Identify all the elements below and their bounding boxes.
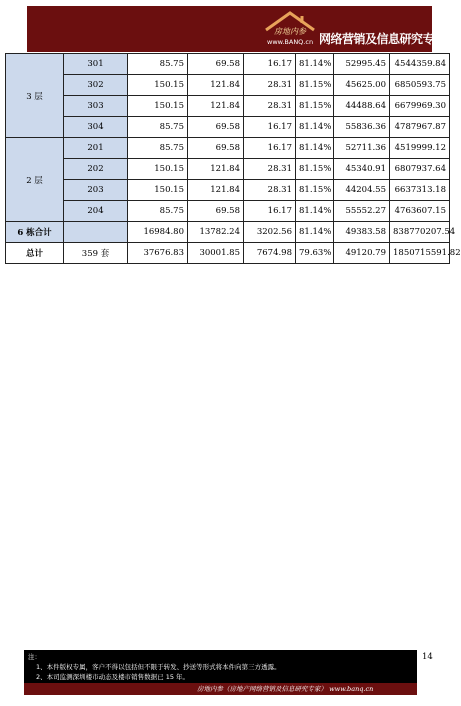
table-row bbox=[6, 96, 450, 117]
table-cell: 150.15 bbox=[128, 75, 188, 96]
table-cell: 44204.55 bbox=[334, 180, 390, 201]
page-number: 14 bbox=[422, 652, 433, 662]
table-cell: 81.15% bbox=[296, 96, 334, 117]
table-cell: 6637313.18 bbox=[390, 180, 450, 201]
subtotal-label: 6 栋合计 bbox=[6, 222, 64, 243]
table-cell: 81.14% bbox=[296, 117, 334, 138]
table-cell: 16.17 bbox=[244, 117, 296, 138]
logo-name: 房地内参 bbox=[274, 27, 306, 36]
floor-label: 3 层 bbox=[6, 54, 64, 138]
table-cell: 28.31 bbox=[244, 159, 296, 180]
table-cell: 30001.85 bbox=[188, 243, 244, 264]
unit-cell: 304 bbox=[64, 117, 128, 138]
table-cell: 81.14% bbox=[296, 201, 334, 222]
unit-cell: 204 bbox=[64, 201, 128, 222]
table-cell: 4544359.84 bbox=[390, 54, 450, 75]
table-cell: 359 套 bbox=[64, 243, 128, 264]
table-cell: 55552.27 bbox=[334, 201, 390, 222]
table-cell: 49120.79 bbox=[334, 243, 390, 264]
footer-bar bbox=[24, 683, 417, 695]
total-label: 总计 bbox=[6, 243, 64, 264]
table-cell: 6807937.64 bbox=[390, 159, 450, 180]
table-cell: 52711.36 bbox=[334, 138, 390, 159]
header-slogan: 网络营销及信息研究专家 bbox=[319, 32, 446, 46]
table-cell: 81.15% bbox=[296, 75, 334, 96]
table-cell: 16.17 bbox=[244, 201, 296, 222]
table-cell: 81.14% bbox=[296, 54, 334, 75]
table-cell: 81.15% bbox=[296, 180, 334, 201]
note-item: 1、本件版权专属，客户不得以包括但不限于转发、抄送等形式将本件向第三方透露。 bbox=[36, 663, 281, 671]
table-cell: 13782.24 bbox=[188, 222, 244, 243]
unit-cell: 303 bbox=[64, 96, 128, 117]
table-cell: 85.75 bbox=[128, 117, 188, 138]
table-row bbox=[6, 201, 450, 222]
table-cell: 85.75 bbox=[128, 201, 188, 222]
table-cell: 79.63% bbox=[296, 243, 334, 264]
table-cell: 81.15% bbox=[296, 159, 334, 180]
table-cell: 45625.00 bbox=[334, 75, 390, 96]
table-cell: 16984.80 bbox=[128, 222, 188, 243]
footer-tagline: 房地内参（房地产网络营销及信息研究专家） www.banq.cn bbox=[197, 685, 374, 693]
table-cell: 7674.98 bbox=[244, 243, 296, 264]
unit-cell: 202 bbox=[64, 159, 128, 180]
table-cell: 28.31 bbox=[244, 180, 296, 201]
table-cell: 52995.45 bbox=[334, 54, 390, 75]
table-cell: 81.14% bbox=[296, 222, 334, 243]
unit-cell: 203 bbox=[64, 180, 128, 201]
table-cell: 121.84 bbox=[188, 96, 244, 117]
table-cell: 838770207.54 bbox=[390, 222, 450, 243]
table-cell: 69.58 bbox=[188, 138, 244, 159]
table-row bbox=[6, 117, 450, 138]
table-cell: 49383.58 bbox=[334, 222, 390, 243]
note-title: 注： bbox=[28, 653, 41, 661]
unit-cell: 302 bbox=[64, 75, 128, 96]
unit-cell: 301 bbox=[64, 54, 128, 75]
table-cell: 85.75 bbox=[128, 138, 188, 159]
table-cell bbox=[64, 222, 128, 243]
table-cell: 6850593.75 bbox=[390, 75, 450, 96]
table-cell: 44488.64 bbox=[334, 96, 390, 117]
table-cell: 28.31 bbox=[244, 75, 296, 96]
table-row bbox=[6, 180, 450, 201]
table-cell: 81.14% bbox=[296, 138, 334, 159]
table-row bbox=[6, 138, 450, 159]
table-cell: 69.58 bbox=[188, 54, 244, 75]
table-cell: 4763607.15 bbox=[390, 201, 450, 222]
table-cell: 55836.36 bbox=[334, 117, 390, 138]
table-cell: 150.15 bbox=[128, 180, 188, 201]
header-banner bbox=[27, 6, 446, 52]
table-cell: 150.15 bbox=[128, 159, 188, 180]
subtotal-row bbox=[6, 222, 450, 243]
footer-notes bbox=[24, 650, 417, 695]
table-cell: 121.84 bbox=[188, 75, 244, 96]
table-cell: 150.15 bbox=[128, 96, 188, 117]
table-row bbox=[6, 54, 450, 75]
logo-url: www.BANQ.cn bbox=[267, 38, 314, 46]
table-cell: 121.84 bbox=[188, 159, 244, 180]
table-cell: 45340.91 bbox=[334, 159, 390, 180]
table-cell: 4787967.87 bbox=[390, 117, 450, 138]
table-cell: 16.17 bbox=[244, 54, 296, 75]
table-cell: 1850715591.82 bbox=[390, 243, 450, 264]
table-cell: 3202.56 bbox=[244, 222, 296, 243]
table-cell: 4519999.12 bbox=[390, 138, 450, 159]
table-cell: 28.31 bbox=[244, 96, 296, 117]
table-row bbox=[6, 75, 450, 96]
sales-table bbox=[5, 53, 461, 264]
table-cell: 69.58 bbox=[188, 201, 244, 222]
table-cell: 6679969.30 bbox=[390, 96, 450, 117]
table-row bbox=[6, 159, 450, 180]
table-cell: 69.58 bbox=[188, 117, 244, 138]
unit-cell: 201 bbox=[64, 138, 128, 159]
floor-label: 2 层 bbox=[6, 138, 64, 222]
table-cell: 16.17 bbox=[244, 138, 296, 159]
total-row bbox=[6, 243, 450, 264]
table-cell: 37676.83 bbox=[128, 243, 188, 264]
table-cell: 121.84 bbox=[188, 180, 244, 201]
table-cell: 85.75 bbox=[128, 54, 188, 75]
note-item: 2、本司监测深圳楼市动态及楼市销售数据已 15 年。 bbox=[36, 673, 190, 681]
